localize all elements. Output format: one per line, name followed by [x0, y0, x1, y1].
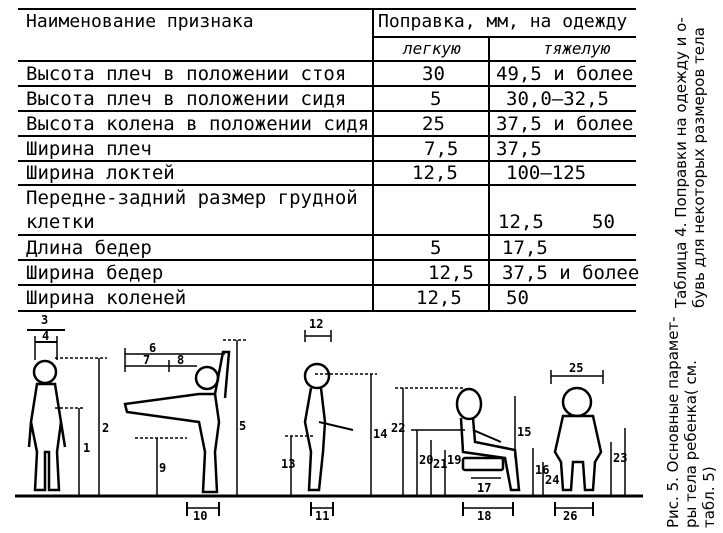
figure-drawing [15, 312, 645, 527]
dim-label-6: 6 [149, 341, 157, 355]
dim-label-14: 14 [373, 427, 388, 441]
dim-label-25: 25 [569, 361, 584, 375]
row-light: 25 [422, 113, 445, 135]
row-light: 5 [430, 237, 442, 259]
dim-label-7: 7 [143, 353, 151, 367]
table-caption-line1: Таблица 4. Поправки на одежду и о- [672, 17, 690, 308]
dim-label-22: 22 [391, 421, 406, 435]
row-light: 7,5 [424, 138, 459, 160]
dim-label-21: 21 [433, 457, 448, 471]
figure-caption-line2: ры тела ребенка( см. [682, 360, 700, 528]
row-heavy: 50 [506, 287, 529, 309]
figure-caption-line1: Рис. 5. Основные парамет- [664, 316, 682, 528]
dim-label-4: 4 [42, 329, 50, 343]
header-feature-name: Наименование признака [26, 11, 254, 32]
dim-label-10: 10 [193, 509, 208, 523]
row-heavy: 37,5 [496, 138, 542, 160]
row-heavy: 37,5 и более [496, 113, 634, 135]
dim-label-12: 12 [309, 317, 324, 331]
row-name-line2: клетки [26, 211, 95, 233]
row-name-line1: Передне-задний размер грудной [26, 187, 358, 209]
row-heavy: 49,5 и более [496, 63, 634, 85]
row-name: Ширина коленей [26, 287, 187, 309]
row-light: 5 [430, 88, 442, 110]
subheader-light: легкую [403, 39, 461, 58]
table-caption-line2: бувь для некоторых размеров тела [690, 27, 708, 308]
row-heavy: 17,5 [502, 237, 548, 259]
row-name: Высота плеч в положении стоя [26, 63, 347, 85]
dim-label-8: 8 [177, 353, 185, 367]
row-name: Длина бедер [26, 237, 152, 259]
row-light: 12,5 [498, 211, 544, 233]
row-light: 12,5 [412, 162, 458, 184]
corrections-table [18, 8, 640, 312]
dim-label-24: 24 [545, 473, 560, 487]
dim-label-9: 9 [159, 461, 167, 475]
row-name: Высота плеч в положении сидя [26, 88, 347, 110]
dim-label-11: 11 [315, 509, 330, 523]
dim-label-1: 1 [83, 441, 91, 455]
row-light: 12,5 [428, 262, 474, 284]
dim-label-2: 2 [102, 421, 110, 435]
child-dimensions-figure [15, 312, 645, 527]
dim-label-18: 18 [477, 509, 492, 523]
dim-label-26: 26 [563, 509, 578, 523]
row-heavy: 100–125 [506, 162, 587, 184]
row-light: 30 [422, 63, 445, 85]
dim-label-15: 15 [517, 425, 532, 439]
dim-label-5: 5 [239, 419, 247, 433]
dim-label-20: 20 [419, 453, 434, 467]
subheader-heavy: тяжелую [543, 39, 611, 58]
dim-label-23: 23 [613, 451, 628, 465]
row-name: Ширина плеч [26, 138, 152, 160]
row-heavy: 50 [592, 211, 615, 233]
row-name: Ширина локтей [26, 162, 175, 184]
figure-caption-line3: табл. 5) [700, 466, 718, 528]
table-caption [672, 17, 708, 308]
dim-label-17: 17 [477, 481, 492, 495]
dim-label-16: 16 [535, 463, 550, 477]
row-heavy: 37,5 и более [502, 262, 640, 284]
dim-label-13: 13 [281, 457, 296, 471]
header-correction: Поправка, мм, на одежду [378, 11, 628, 32]
figure-caption [664, 316, 718, 528]
row-heavy: 30,0–32,5 [506, 88, 609, 110]
dim-label-3: 3 [41, 313, 49, 327]
row-name: Высота колена в положении сидя [26, 113, 370, 135]
row-light: 12,5 [416, 287, 462, 309]
row-name: Ширина бедер [26, 262, 164, 284]
dim-label-19: 19 [447, 453, 462, 467]
